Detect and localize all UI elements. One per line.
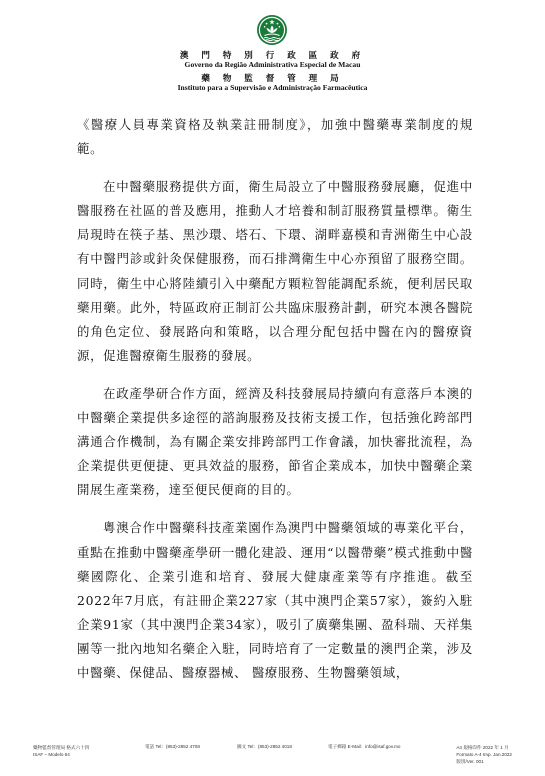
footer-form-zh: 藥物監督管理局 格式六十四 — [33, 745, 90, 750]
footer-fax: 圖文 Tel：(853)-2852 4018 — [237, 744, 292, 749]
footer-email: 電子郵箱 E-Mail：info@isaf.gov.mo — [328, 744, 401, 749]
footer-form-code — [33, 744, 89, 758]
paragraph-continued: 《醫療人員專業資格及執業註冊制度》，加強中醫藥專業制度的規範。 — [77, 117, 473, 157]
government-name-zh: 澳 門 特 別 行 政 區 政 府 — [179, 51, 366, 61]
paragraph-industrial-park: 粵澳合作中醫藥科技產業園作為澳門中醫藥領域的專業化平台，重點在推動中醫藥產學研一體化建設、運用“以醫帶藥”模式推動中醫藥國際化、企業引進和培育、發展大健康產業等有序推進。截至2022年7月底，有註冊企業227家（其中澳門企業57家），簽約入駐企業91家（其中澳門企業34家），吸引了廣藥集團、盈科瑞、天祥集團等一批內地知名藥企入駐，同時培育了一定數量的澳門企業，涉及中醫藥、保健品、醫療器械、 醫療服務、生物醫藥領域， — [77, 520, 473, 680]
footer-print-info — [456, 744, 512, 765]
government-name-pt: Governo da Região Administrativa Especial de Macau — [184, 60, 361, 69]
footer-telephone: 電話 Tel：(853)-2852 4708 — [145, 744, 200, 749]
paragraph-service: 在中醫藥服務提供方面，衛生局設立了中醫服務發展廳，促進中醫服務在社區的普及應用，推動人才培養和制訂服務質量標準。衛生局現時在筷子基、黑沙環、塔石、下環、湖畔嘉模和青洲衛生中心設有中醫門診或針灸保健服務，而石排灣衛生中心亦預留了服務空間。同時，衛生中心將陸續引入中藥配方顆粒智能調配系統，便利居民取藥用藥。此外，特區政府正制訂公共臨床服務計劃，研究本澳各醫院的角色定位、發展路向和策略，以合理分配包括中醫在內的醫療資源，促進醫療衛生服務的發展。 — [77, 179, 473, 363]
footer-form-pt: ISAF – Modelo 64 — [33, 752, 70, 757]
footer-paper-pt: Formato A-4 Imp. Jan.2022 — [456, 752, 512, 757]
footer-version: 版別/Ver. 001 — [456, 759, 484, 764]
institute-name-zh: 藥 物 監 督 管 理 局 — [201, 74, 344, 84]
document-body — [77, 113, 473, 685]
paragraph-cooperation: 在政產學研合作方面，經濟及科技發展局持續向有意落戶本澳的中醫藥企業提供多途徑的諮詢服務及技術支援工作，包括強化跨部門溝通合作機制，為有關企業安排跨部門工作會議，加快審批流程，為企業提供更便捷、更具效益的服務，節省企業成本，加快中醫藥企業開展生產業務，達至便民便商的目的。 — [77, 385, 473, 498]
macau-emblem-icon — [256, 14, 288, 46]
institute-name-pt: Instituto para a Supervisão e Administração Farmacêutica — [177, 83, 368, 92]
footer-paper-zh: A4 規格印件 2022 年 1 月 — [456, 745, 509, 750]
